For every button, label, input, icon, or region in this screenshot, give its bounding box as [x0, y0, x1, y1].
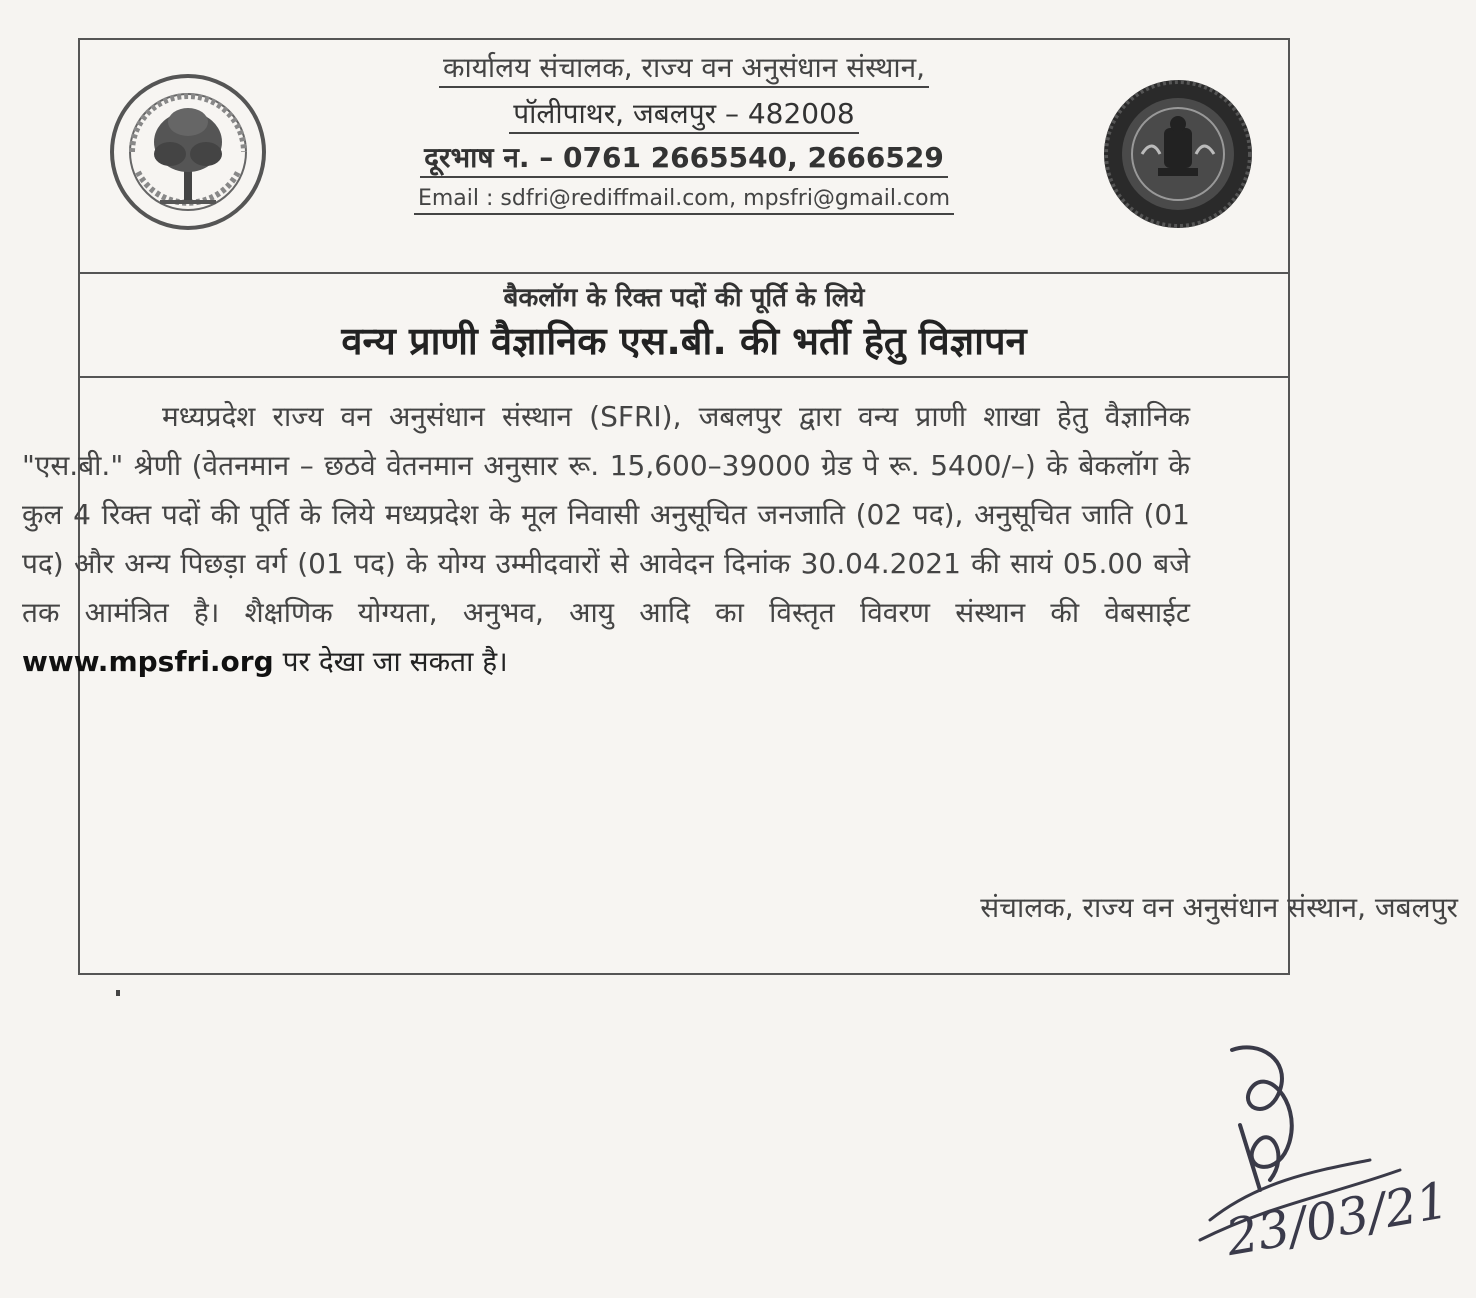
advertisement-subtitle: बैकलॉग के रिक्त पदों की पूर्ति के लिये — [503, 283, 865, 313]
scan-speck — [116, 990, 120, 996]
website-sentence-end: पर देखा जा सकता है। — [282, 645, 508, 678]
office-email: Email : sdfri@rediffmail.com, mpsfri@gmail.com — [80, 186, 1288, 211]
advertisement-body-text: मध्यप्रदेश राज्य वन अनुसंधान संस्थान (SFRI), जबलपुर द्वारा वन्य प्राणी शाखा हेतु वैज्ञानिक "एस.बी." श्रेणी (वेतनमान – छठवे वेतनमान अनुसार रू. 15,600–39000 ग्रेड पे रू. 5400/–) के बेकलॉग के कुल 4 रिक्त पदों की पूर्ति के लिये मध्यप्रदेश के मूल निवासी अनुसूचित जनजाति (02 पद), अनुसूचित जाति (01 पद) और अन्य पिछड़ा वर्ग (01 पद) के योग्य उम्मीदवारों से आवेदन दिनांक 30.04.2021 की सायं 05.00 बजे तक आमंत्रित है। शैक्षणिक योग्यता, अनुभव, आयु आदि का विस्तृत विवरण संस्थान की वेबसाईट — [22, 400, 1190, 629]
advertisement-title: वन्य प्राणी वैज्ञानिक एस.बी. की भर्ती हेतु विज्ञापन — [341, 319, 1027, 363]
signature-date: 23/03/21 — [1221, 1170, 1453, 1268]
advertisement-title-block — [80, 272, 1288, 378]
letterhead — [80, 40, 1288, 274]
signatory: संचालक, राज्य वन अनुसंधान संस्थान, जबलपुर — [980, 891, 1458, 924]
state-seal-icon — [1102, 78, 1254, 230]
office-address: पॉलीपाथर, जबलपुर – 482008 — [80, 94, 1288, 132]
office-phone: दूरभाष न. – 0761 2665540, 2666529 — [80, 138, 1288, 176]
website-link[interactable]: www.mpsfri.org — [22, 645, 274, 678]
advertisement-body — [22, 392, 1190, 686]
office-name: कार्यालय संचालक, राज्य वन अनुसंधान संस्थान, — [80, 48, 1288, 86]
